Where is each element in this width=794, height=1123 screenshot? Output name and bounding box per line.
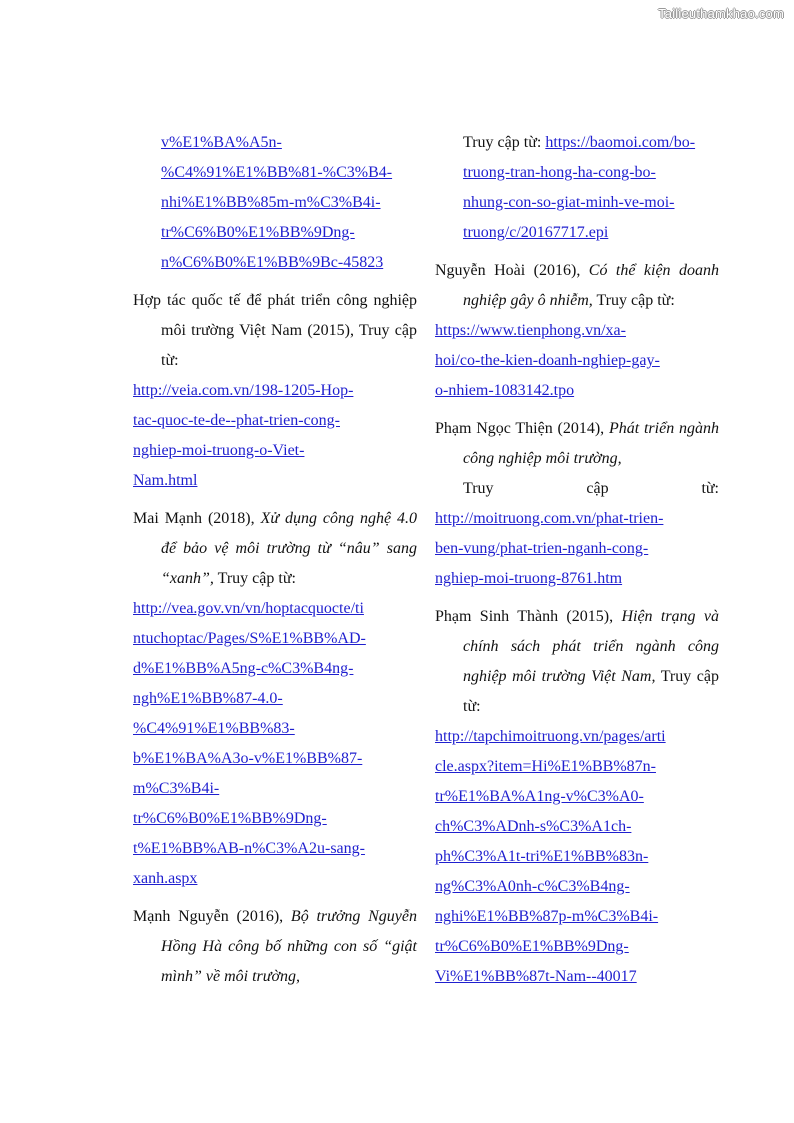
access-word: Truy xyxy=(463,480,494,497)
url-line: tac-quoc-te-de--phat-trien-cong- xyxy=(133,412,340,429)
url-line: nghiep-moi-truong-o-Viet- xyxy=(133,442,305,459)
reference-link[interactable] xyxy=(435,504,719,594)
url-line: http://tapchimoitruong.vn/pages/arti xyxy=(435,728,666,745)
access-word: cập xyxy=(586,480,609,497)
reference-link[interactable] xyxy=(463,158,719,248)
url-line: d%E1%BB%A5ng-c%C3%B4ng- xyxy=(133,660,354,677)
url-line: tr%C6%B0%E1%BB%9Dng- xyxy=(435,938,629,955)
url-line: https://www.tienphong.vn/xa- xyxy=(435,322,626,339)
reference-entry xyxy=(435,414,719,594)
url-line: ph%C3%A1t-tri%E1%BB%83n- xyxy=(435,848,649,865)
reference-entry xyxy=(435,256,719,406)
url-line: ntuchoptac/Pages/S%E1%BB%AD- xyxy=(133,630,366,647)
access-word: từ: xyxy=(701,480,719,497)
reference-entry-continued xyxy=(133,128,417,278)
url-line: nhi%E1%BB%85m-m%C3%B4i- xyxy=(161,194,381,211)
url-line: http://moitruong.com.vn/phat-trien- xyxy=(435,510,664,527)
reference-access: Truy cập từ: xyxy=(217,570,296,587)
url-line: m%C3%B4i- xyxy=(133,780,220,797)
left-column xyxy=(133,128,417,1000)
url-line: nghiep-moi-truong-8761.htm xyxy=(435,570,623,587)
url-line: tr%C6%B0%E1%BB%9Dng- xyxy=(133,810,327,827)
reference-entry xyxy=(133,286,417,496)
reference-author: Mạnh Nguyễn (2016), xyxy=(133,908,284,925)
reference-link[interactable]: https://baomoi.com/bo- xyxy=(545,134,696,151)
reference-link[interactable] xyxy=(435,722,719,992)
reference-access: Truy cập từ: xyxy=(596,292,675,309)
reference-access: Truy cập từ: xyxy=(463,668,719,715)
reference-author: Phạm Sinh Thành (2015), xyxy=(435,608,614,625)
url-line: ch%C3%ADnh-s%C3%A1ch- xyxy=(435,818,632,835)
reference-author: Nguyễn Hoài (2016), xyxy=(435,262,581,279)
url-line: tr%C6%B0%E1%BB%9Dng- xyxy=(161,224,355,241)
reference-entry-continued xyxy=(435,128,719,248)
url-line: truong/c/20167717.epi xyxy=(463,224,609,241)
url-line: truong-tran-hong-ha-cong-bo- xyxy=(463,164,656,181)
reference-author: Mai Mạnh (2018), xyxy=(133,510,255,527)
reference-entry xyxy=(133,902,417,992)
reference-link[interactable] xyxy=(435,316,719,406)
reference-entry xyxy=(133,504,417,894)
reference-link[interactable] xyxy=(161,128,417,278)
reference-title: Bộ trưởng Nguyễn Hồng Hà công bố những con số “giật mình” về môi trường, xyxy=(161,908,418,985)
url-line: hoi/co-the-kien-doanh-nghiep-gay- xyxy=(435,352,660,369)
url-line: ngh%E1%BB%87-4.0- xyxy=(133,690,283,707)
reference-entry xyxy=(435,602,719,992)
url-line: ben-vung/phat-trien-nganh-cong- xyxy=(435,540,649,557)
url-line: n%C6%B0%E1%BB%9Bc-45823 xyxy=(161,254,384,271)
reference-access: Truy cập từ: xyxy=(463,134,542,151)
url-line: xanh.aspx xyxy=(133,870,198,887)
url-line: b%E1%BA%A3o-v%E1%BB%87- xyxy=(133,750,363,767)
reference-title: Phát triển ngành công nghiệp môi trường, xyxy=(463,420,719,467)
reference-link[interactable] xyxy=(133,376,417,496)
reference-link[interactable] xyxy=(133,594,417,894)
right-column xyxy=(435,128,719,1000)
url-line: %C4%91%E1%BB%81-%C3%B4- xyxy=(161,164,393,181)
url-line: o-nhiem-1083142.tpo xyxy=(435,382,575,399)
reference-title: Hiện trạng và chính sách phát triển ngành công nghiệp môi trường Việt Nam, xyxy=(463,608,720,685)
url-line: v%E1%BA%A5n- xyxy=(161,134,282,151)
url-line: tr%E1%BA%A1ng-v%C3%A0- xyxy=(435,788,644,805)
watermark: Tailieuthamkhao.com xyxy=(658,6,784,21)
url-line: ng%C3%A0nh-c%C3%B4ng- xyxy=(435,878,630,895)
reference-title: Có thể kiện doanh nghiệp gây ô nhiễm, xyxy=(463,262,720,309)
url-line: cle.aspx?item=Hi%E1%BB%87n- xyxy=(435,758,656,775)
url-line: Vi%E1%BB%87t-Nam--40017 xyxy=(435,968,637,985)
url-line: Nam.html xyxy=(133,472,198,489)
url-line: %C4%91%E1%BB%83- xyxy=(133,720,295,737)
url-line: http://vea.gov.vn/vn/hoptacquocte/ti xyxy=(133,600,364,617)
url-line: nghi%E1%BB%87p-m%C3%B4i- xyxy=(435,908,659,925)
url-line: http://veia.com.vn/198-1205-Hop- xyxy=(133,382,354,399)
reference-access xyxy=(463,474,719,504)
url-line: t%E1%BB%AB-n%C3%A2u-sang- xyxy=(133,840,365,857)
url-line: nhung-con-so-giat-minh-ve-moi- xyxy=(463,194,675,211)
reference-title: Xử dụng công nghệ 4.0 để bảo vệ môi trường từ “nâu” sang “xanh”, xyxy=(161,510,417,587)
reference-text: Hợp tác quốc tế để phát triển công nghiệp môi trường Việt Nam (2015), Truy cập từ: xyxy=(133,292,417,369)
reference-author: Phạm Ngọc Thiện (2014), xyxy=(435,420,605,437)
